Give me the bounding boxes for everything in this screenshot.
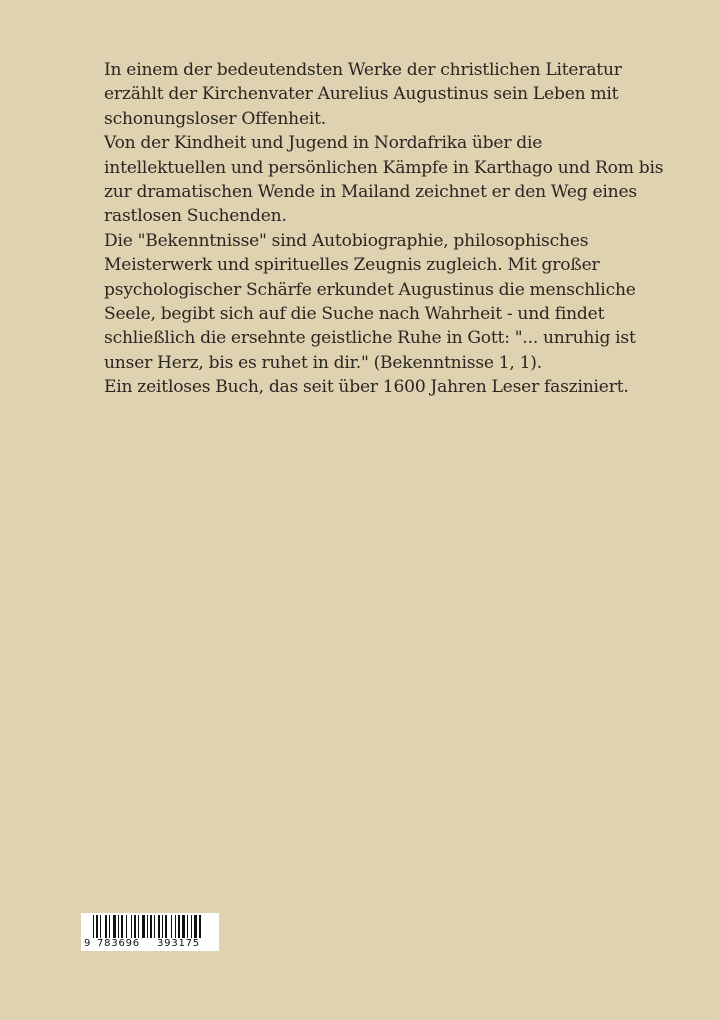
- barcode-bar: [142, 915, 145, 938]
- text-line: Von der Kindheit und Jugend in Nordafrika über die: [104, 133, 543, 154]
- barcode-bar: [134, 915, 136, 938]
- text-line: rastlosen Suchenden.: [104, 206, 287, 227]
- barcode-bar: [162, 915, 163, 938]
- text-line: intellektuellen und persönlichen Kämpfe in Karthago und Rom bis: [104, 157, 664, 178]
- barcode-bar: [154, 915, 155, 938]
- barcode-bar: [171, 915, 172, 938]
- text-line: unser Herz, bis es ruhet in dir." (Bekenntnisse 1, 1).: [104, 352, 542, 373]
- blurb-text: [104, 58, 664, 400]
- barcode-bar: [182, 915, 185, 938]
- text-line: zur dramatischen Wende in Mailand zeichnet er den Weg eines: [104, 182, 637, 203]
- barcode-bar: [199, 915, 201, 938]
- barcode-bar: [131, 915, 132, 938]
- barcode-bar: [118, 915, 119, 938]
- barcode-bar: [105, 915, 107, 938]
- text-line: schließlich die ersehnte geistliche Ruhe in Gott: "... unruhig ist: [104, 328, 636, 349]
- barcode-bar: [178, 915, 180, 938]
- paragraph-intro: [104, 58, 622, 131]
- barcode-bar: [100, 915, 101, 938]
- barcode-bar: [147, 915, 148, 938]
- barcode-digit-prefix: 9: [84, 938, 92, 949]
- barcode-bar: [93, 915, 94, 938]
- paragraph-closing: [104, 375, 629, 399]
- barcode-bar: [96, 915, 98, 938]
- text-line: Die "Bekenntnisse" sind Autobiographie, philosophisches: [104, 230, 589, 251]
- barcode-bar: [175, 915, 176, 938]
- barcode-bar: [165, 915, 167, 938]
- text-line: erzählt der Kirchenvater Aurelius Augustinus sein Leben mit: [104, 84, 619, 105]
- paragraph-life: [104, 131, 664, 229]
- barcode-bar: [191, 915, 192, 938]
- barcode-bar: [126, 915, 127, 938]
- text-line: Meisterwerk und spirituelles Zeugnis zugleich. Mit großer: [104, 255, 600, 276]
- isbn-barcode: [81, 913, 219, 951]
- barcode-bar: [109, 915, 110, 938]
- barcode-bar: [150, 915, 152, 938]
- paragraph-confessions: [104, 229, 636, 375]
- barcode-bar: [113, 915, 116, 938]
- barcode-bar: [138, 915, 139, 938]
- barcode-bar: [121, 915, 123, 938]
- text-line: Ein zeitloses Buch, das seit über 1600 Jahren Leser fasziniert.: [104, 377, 629, 398]
- text-line: Seele, begibt sich auf die Suche nach Wahrheit - und findet: [104, 304, 605, 325]
- barcode-bar: [194, 915, 197, 938]
- barcode-digit-group-left: 783696: [97, 938, 140, 949]
- barcode-digit-group-right: 393175: [157, 938, 200, 949]
- barcode-number: [81, 938, 219, 950]
- barcode-bar: [158, 915, 160, 938]
- text-line: In einem der bedeutendsten Werke der christlichen Literatur: [104, 60, 622, 80]
- text-line: schonungsloser Offenheit.: [104, 108, 327, 129]
- text-line: psychologischer Schärfe erkundet Augustinus die menschliche: [104, 279, 636, 300]
- barcode-bar: [187, 915, 188, 938]
